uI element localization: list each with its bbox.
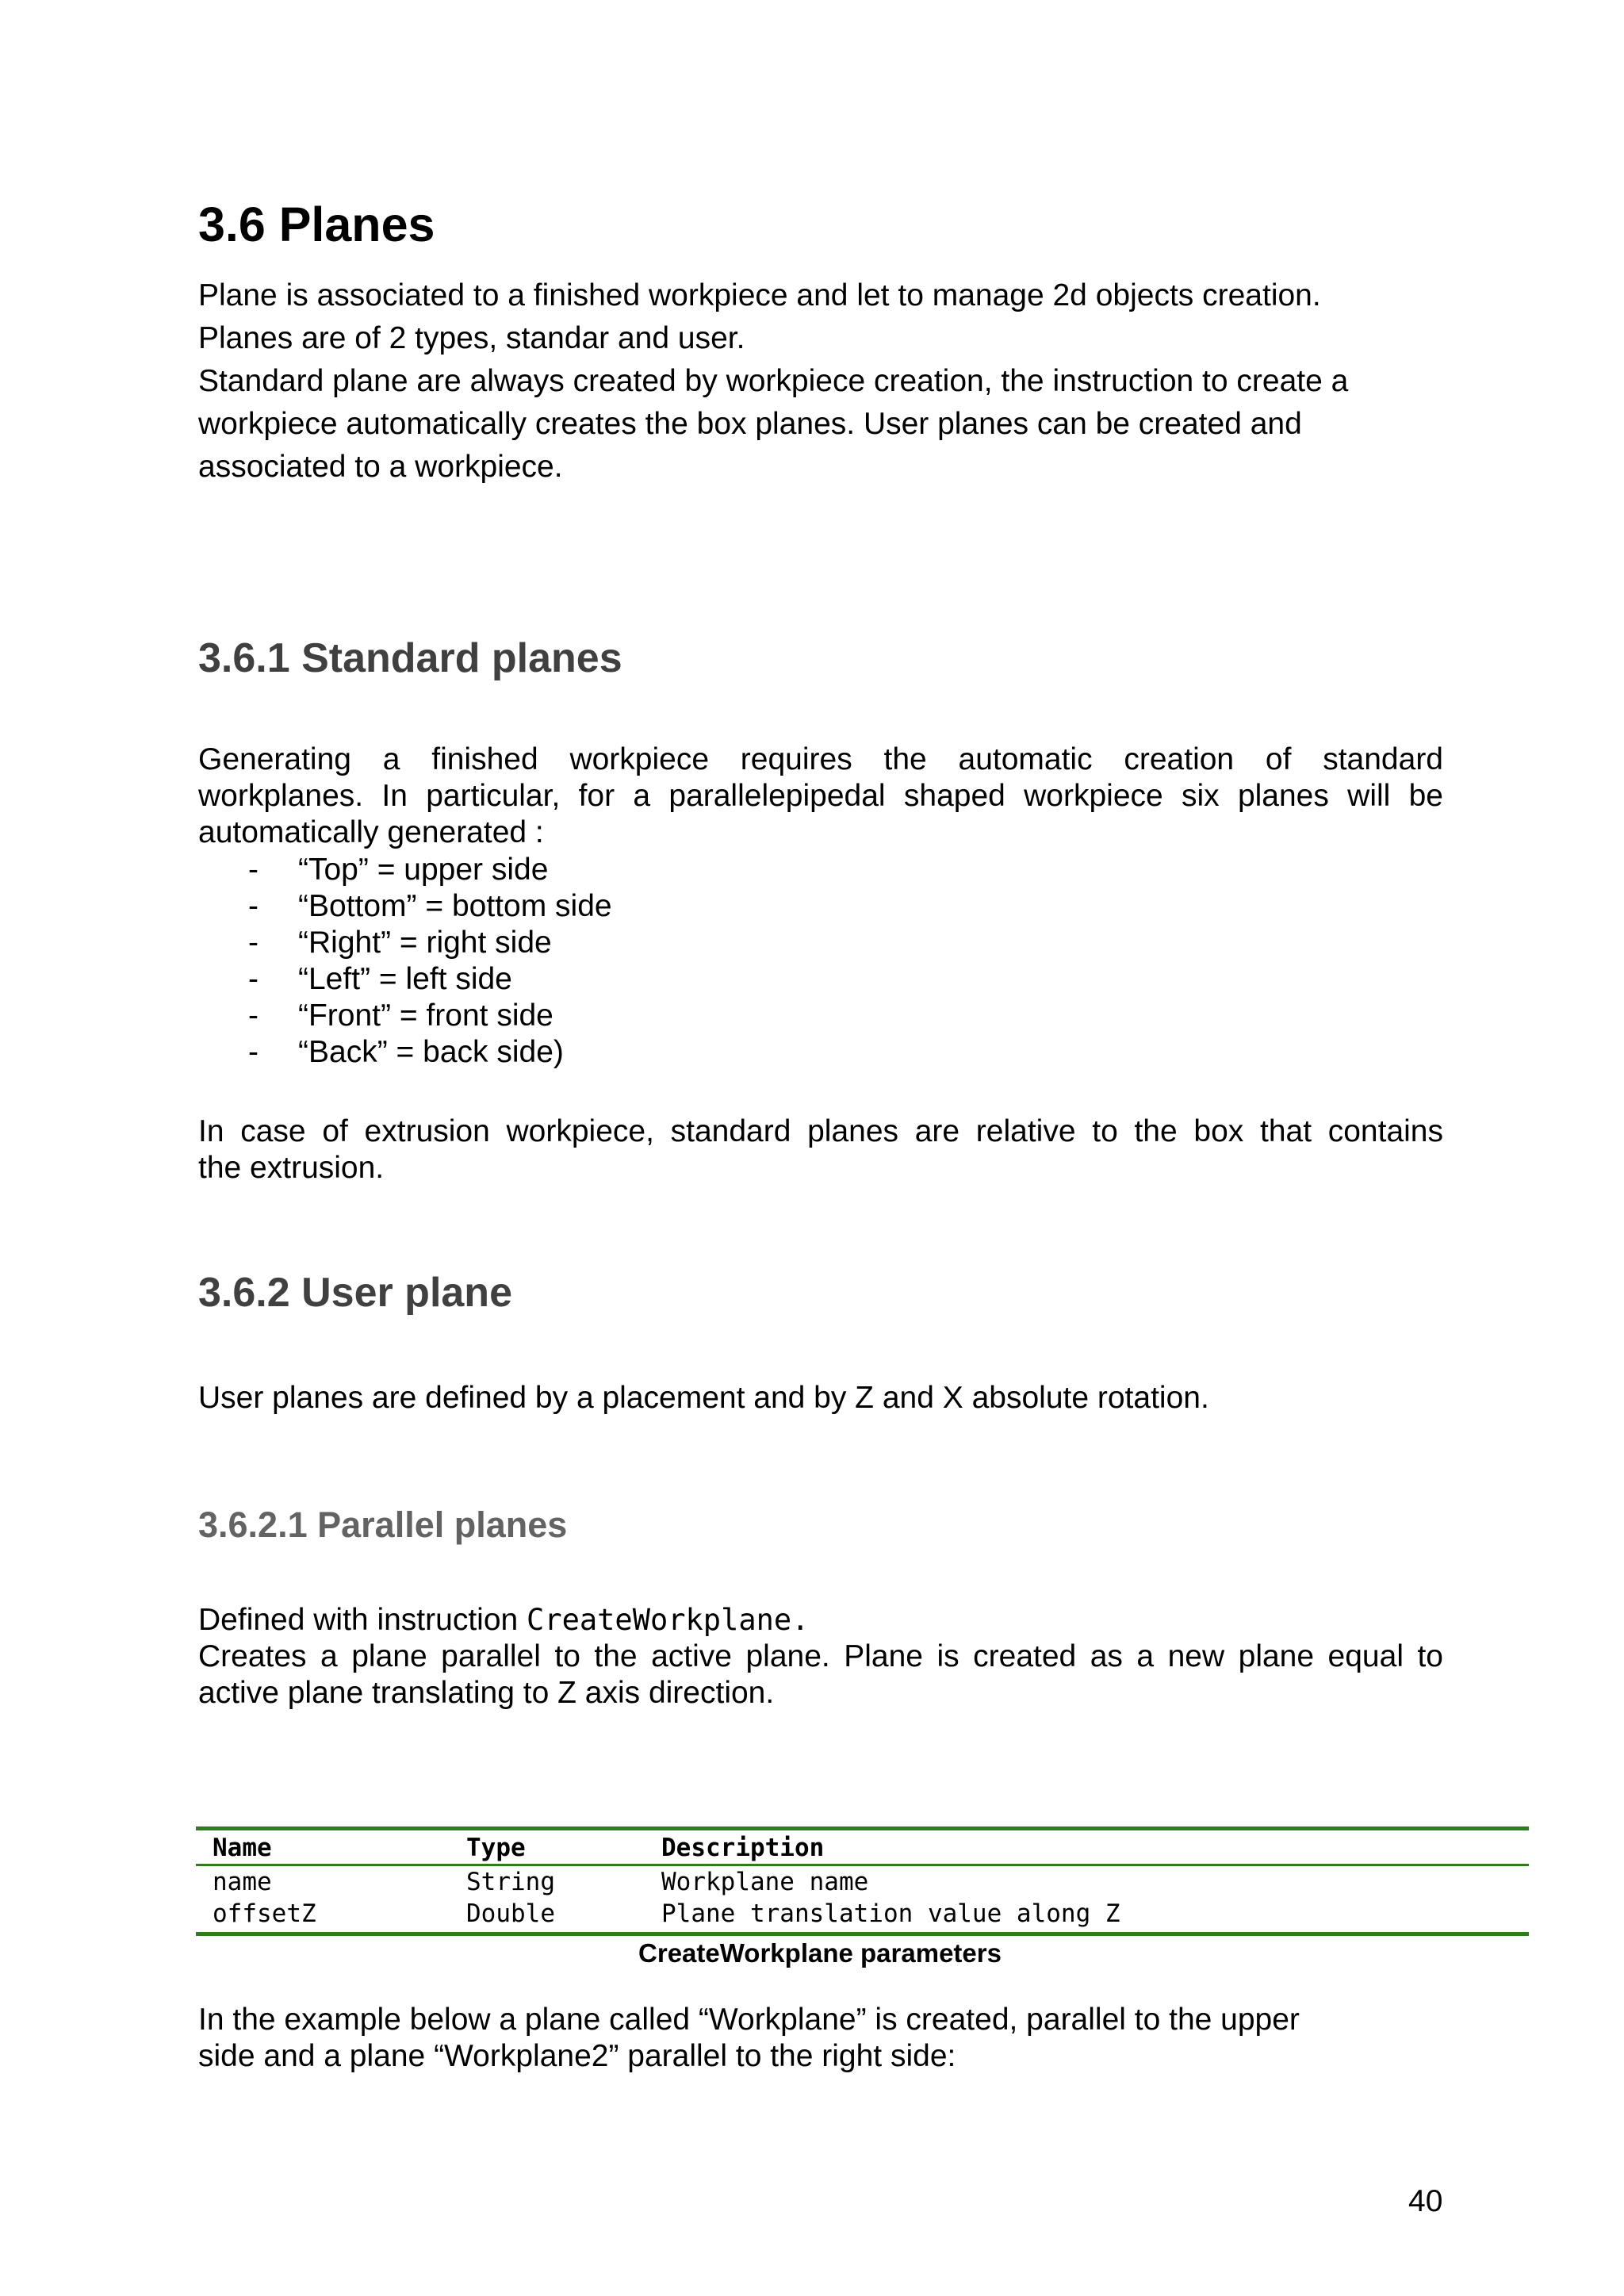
example-paragraph [198, 2002, 1300, 2075]
list-dash: - [248, 853, 259, 887]
table-header-rule [196, 1864, 1529, 1866]
table-header-description: Description [661, 1834, 825, 1862]
user-plane-paragraph: User planes are defined by a placement and by Z and X absolute rotation. [198, 1381, 1209, 1415]
table-cell-description: Workplane name [661, 1868, 869, 1896]
table-bottom-rule [196, 1932, 1529, 1936]
table-cell-type: String [466, 1868, 555, 1896]
paragraph-line: Generating a finished workpiece requires the automatic creation of standard [198, 742, 1443, 776]
paragraph-line: side and a plane “Workplane2” parallel to the right side: [198, 2039, 956, 2073]
paragraph-line: In case of extrusion workpiece, standard planes are relative to the box that contains [198, 1114, 1443, 1148]
table-cell-type: Double [466, 1899, 555, 1928]
page-number: 40 [1408, 2184, 1443, 2218]
table-top-rule [196, 1826, 1529, 1830]
paragraph-line: associated to a workpiece. [198, 450, 563, 484]
list-dash: - [248, 962, 259, 996]
section-title-standard-planes: 3.6.1 Standard planes [198, 635, 622, 681]
list-dash: - [248, 889, 259, 923]
table-cell-name: offsetZ [213, 1899, 316, 1928]
table-header-name: Name [213, 1834, 272, 1862]
section-title-planes: 3.6 Planes [198, 197, 435, 251]
list-dash: - [248, 926, 259, 960]
paragraph-line: active plane translating to Z axis direction. [198, 1676, 775, 1710]
list-dash: - [248, 1035, 259, 1069]
paragraph-line: the extrusion. [198, 1151, 385, 1185]
paragraph-line: In the example below a plane called “Workplane” is created, parallel to the upper [198, 2003, 1300, 2037]
list-item-text: “Back” = back side) [298, 1035, 564, 1069]
paragraph-line: workplanes. In particular, for a parallelepipedal shaped workpiece six planes will be [198, 779, 1443, 813]
list-item-text: “Right” = right side [298, 926, 552, 960]
table-cell-name: name [213, 1868, 272, 1896]
paragraph-line: Planes are of 2 types, standar and user. [198, 321, 745, 355]
paragraph-line: Plane is associated to a finished workpiece and let to manage 2d objects creation. [198, 278, 1321, 312]
defined-prefix: Defined with instruction [198, 1603, 527, 1637]
table-header-type: Type [466, 1834, 526, 1862]
section-title-parallel-planes: 3.6.2.1 Parallel planes [198, 1504, 568, 1545]
section-title-user-plane: 3.6.2 User plane [198, 1270, 512, 1316]
list-item-text: “Bottom” = bottom side [298, 889, 612, 923]
list-item-text: “Front” = front side [298, 999, 553, 1033]
table-cell-description: Plane translation value along Z [661, 1899, 1120, 1928]
paragraph-line: workpiece automatically creates the box planes. User planes can be created and [198, 407, 1302, 441]
paragraph-line: Standard plane are always created by workpiece creation, the instruction to create a [198, 364, 1349, 398]
list-dash: - [248, 999, 259, 1033]
paragraph-line: automatically generated : [198, 815, 544, 849]
paragraph-line: Creates a plane parallel to the active plane. Plane is created as a new plane equal to [198, 1639, 1443, 1673]
table-caption: CreateWorkplane parameters [638, 1938, 1002, 1968]
list-item-text: “Left” = left side [298, 962, 512, 996]
code-instruction: CreateWorkplane. [527, 1603, 810, 1637]
list-item-text: “Top” = upper side [298, 853, 549, 887]
